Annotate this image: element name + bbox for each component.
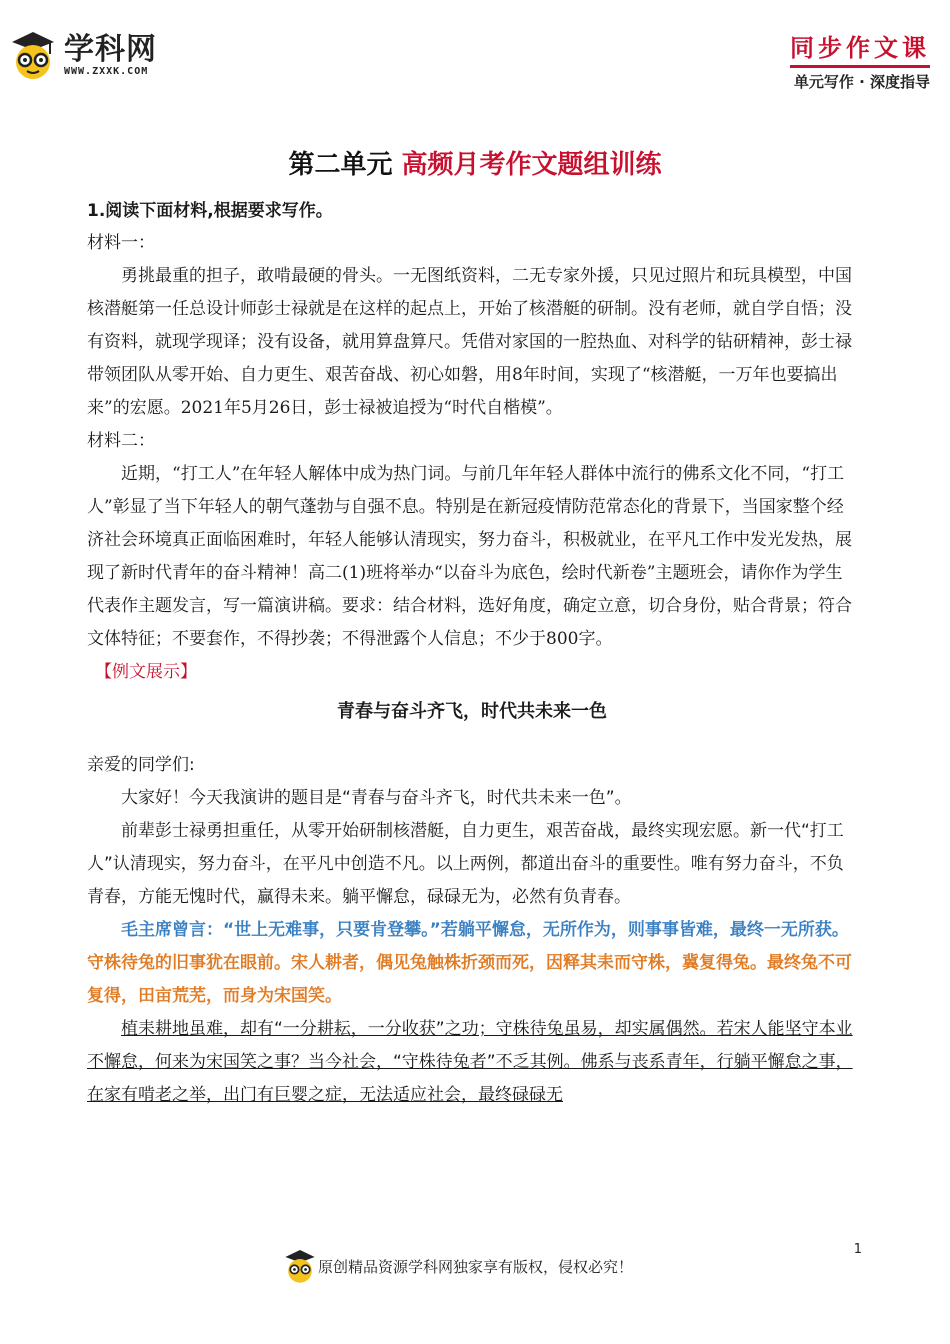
question-heading: 1.阅读下面材料,根据要求写作。 (87, 201, 333, 221)
brand-divider (790, 65, 930, 68)
brand-title: 同步作文课 (790, 34, 930, 62)
logo-url: WWW.ZXXK.COM (64, 65, 149, 77)
material1-label: 材料一： (87, 233, 155, 253)
brand-subtitle: 单元写作 · 深度指导 (793, 73, 930, 91)
title-unit: 第二单元 (288, 150, 402, 180)
owl-mascot-icon (284, 1248, 316, 1284)
title-topic: 高频月考作文题组训练 (401, 150, 662, 180)
course-brand (790, 28, 930, 92)
essay-title: 青春与奋斗齐飞，时代共未来一色 (337, 701, 607, 722)
essay-paragraph-underlined: 植耒耕地虽难，却有“一分耕耘，一分收获”之功；守株待兔虽易，却实属偶然。若宋人能坚守本业不懈怠，何来为宋国笑之事？当今社会，“守株待兔者”不乏其例。佛系与丧系青年，行躺平懈怠之事，在家有啃老之举，出门有巨婴之症，无法适应社会，最终碌碌无 (87, 1019, 853, 1105)
page-header (0, 0, 950, 100)
highlight-orange: 守株待兔的旧事犹在眼前。宋人耕者，偶见兔触株折颈而死，因释其耒而守株，冀复得兔。最终兔不可复得，田亩荒芜，而身为宋国笑。 (87, 953, 852, 1006)
material2-label: 材料二： (87, 431, 155, 451)
page-footer (0, 1242, 950, 1302)
logo-text: 学科网 (64, 31, 157, 67)
owl-mascot-icon (10, 30, 56, 80)
zxxk-logo (10, 30, 157, 80)
example-tag: 【例文展示】 (95, 662, 197, 682)
essay-paragraph: 大家好！今天我演讲的题目是“青春与奋斗齐飞，时代共未来一色”。 (121, 788, 632, 808)
material2-text: 近期，“打工人”在年轻人解体中成为热门词。与前几年年轻人群体中流行的佛系文化不同，“打工人”彰显了当下年轻人的朝气蓬勃与自强不息。特别是在新冠疫情防范常态化的背景下，当国家整个经济社会环境真正面临困难时，年轻人能够认清现实，努力奋斗，积极就业，在平凡工作中发光发热，展现了新时代青年的奋斗精神！高二(1)班将举办“以奋斗为底色，绘时代新卷”主题班会，请你作为学生代表作主题发言，写一篇演讲稿。要求：结合材料，选好角度，确定立意，切合身份，贴合背景；符合文体特征；不要套作，不得抄袭；不得泄露个人信息；不少于800字。 (87, 464, 852, 649)
material1-text: 勇挑最重的担子，敢啃最硬的骨头。一无图纸资料，二无专家外援，只见过照片和玩具模型，中国核潜艇第一任总设计师彭士禄就是在这样的起点上，开始了核潜艇的研制。没有老师，就自学自悟；没有资料，就现学现译；没有设备，就用算盘算尺。凭借对家国的一腔热血、对科学的钻研精神，彭士禄带领团队从零开始、自力更生、艰苦奋战、初心如磐，用8年时间，实现了“核潜艇，一万年也要搞出来”的宏愿。2021年5月26日，彭士禄被追授为“时代自楷模”。 (87, 266, 852, 418)
highlight-blue: 毛主席曾言：“世上无难事，只要肯登攀。”若躺平懈怠，无所作为，则事事皆难，最终一无所获。 (121, 920, 849, 940)
page-number: 1 (853, 1242, 862, 1257)
essay-paragraph-highlight (87, 914, 857, 1013)
page-title (0, 144, 950, 181)
essay-greeting: 亲爱的同学们: (87, 755, 195, 775)
copyright-notice: 原创精品资源学科网独家享有版权，侵权必究！ (318, 1258, 634, 1276)
essay-paragraph: 前辈彭士禄勇担重任，从零开始研制核潜艇，自力更生，艰苦奋战，最终实现宏愿。新一代“打工人”认清现实，努力奋斗，在平凡中创造不凡。以上两例，都道出奋斗的重要性。唯有努力奋斗，不负青春，方能无愧时代，赢得未来。躺平懈怠，碌碌无为，必然有负青春。 (87, 821, 844, 907)
document-body (87, 196, 857, 1112)
